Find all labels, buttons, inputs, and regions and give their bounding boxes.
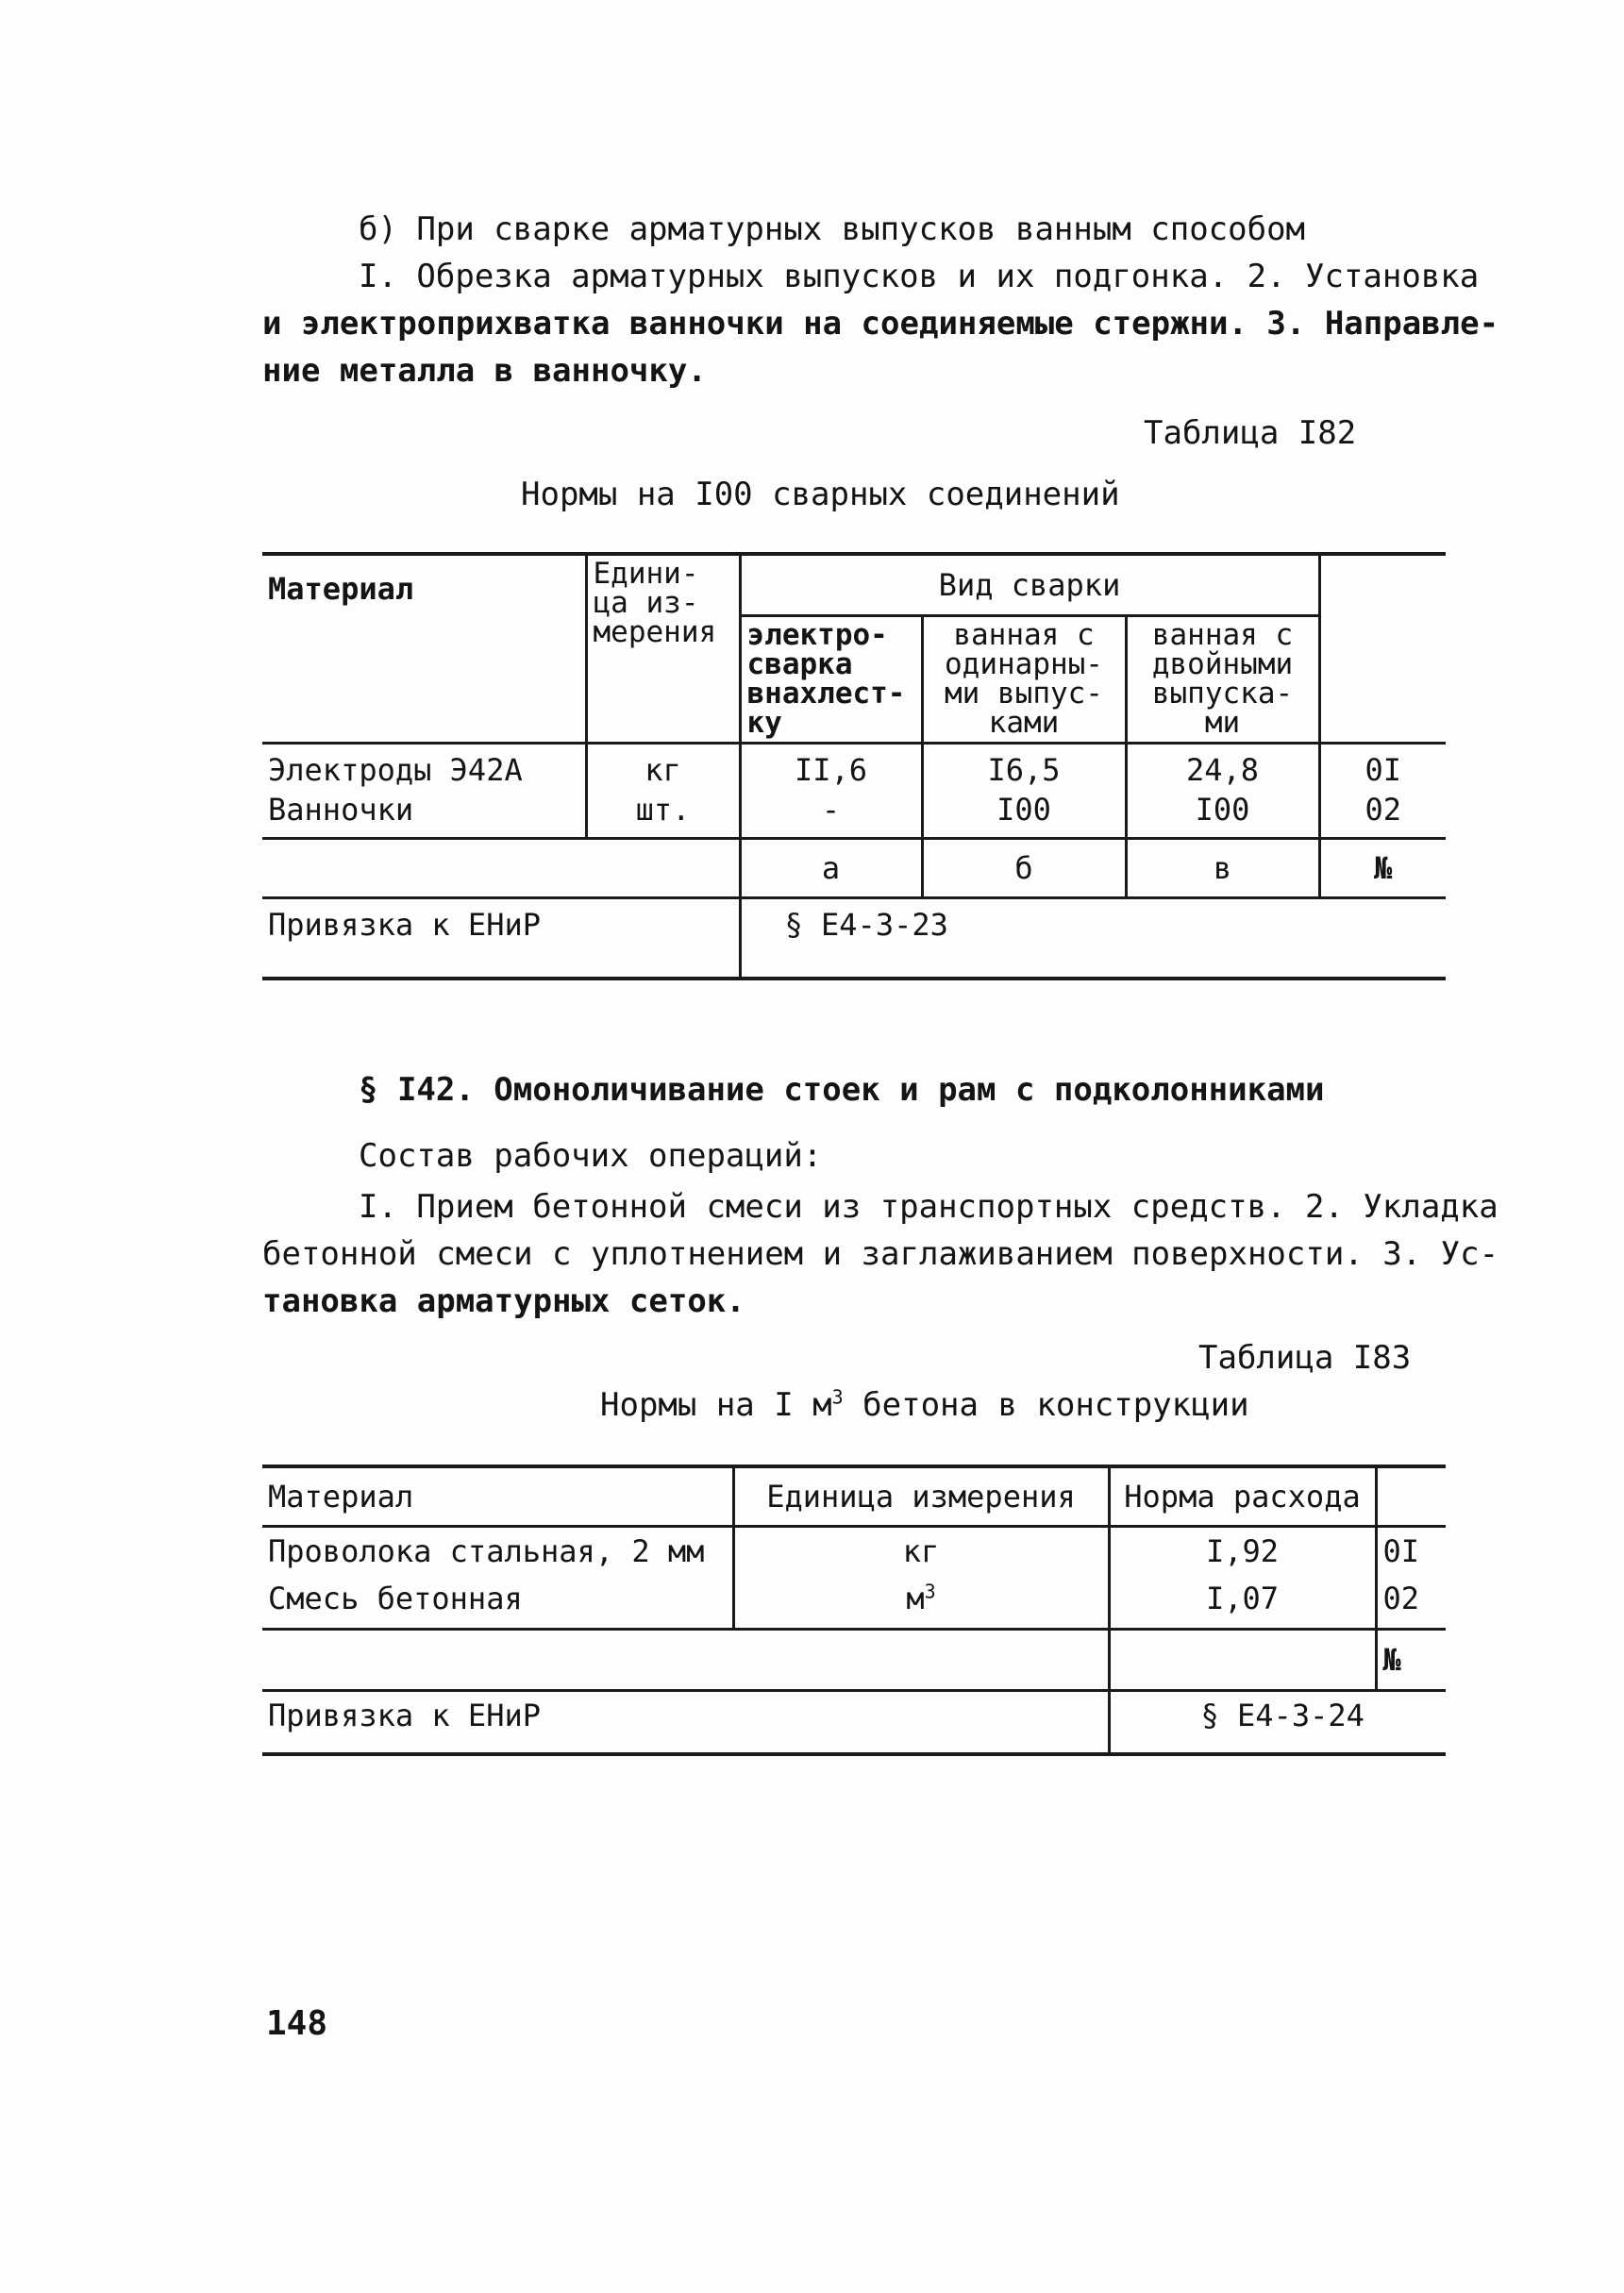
- cell-material: Проволока стальная, 2 мм: [268, 1533, 705, 1569]
- header-material: Материал: [262, 1466, 733, 1527]
- cell-unit: шт.: [586, 790, 740, 839]
- binding-row: [262, 1691, 1446, 1755]
- cell-code: 02: [1319, 790, 1446, 839]
- cell-value-a: II,6: [740, 744, 922, 791]
- cell-blank: [1109, 1630, 1376, 1691]
- table-row: [262, 1575, 1446, 1630]
- cell-material: Смесь бетонная: [262, 1575, 733, 1630]
- cell-unit: кг: [586, 744, 740, 791]
- cell-letter-c: в: [1126, 839, 1319, 898]
- cell-blank: [262, 1630, 1109, 1691]
- paragraph-line: тановка арматурных сеток.: [262, 1282, 745, 1320]
- cell-unit: $м^3$: [733, 1575, 1109, 1630]
- table-row: [262, 1527, 1446, 1576]
- binding-label: Привязка к ЕНиР: [268, 907, 541, 943]
- table-caption: Нормы на I00 сварных соединений: [521, 476, 1120, 513]
- header-unit: Едини- ца из- мерения: [586, 554, 740, 744]
- header-col-a: электро- сварка внахлест- ку: [740, 616, 922, 744]
- cell-number-sign: №: [1319, 839, 1446, 898]
- paragraph-line: и электроприхватка ванночки на соединяемые стержни. 3. Направле-: [262, 305, 1499, 343]
- cell-code: 02: [1376, 1575, 1446, 1630]
- section-title: § I42. Омоноличивание стоек и рам с подколонниками: [359, 1071, 1325, 1109]
- header-col-c: ванная с двойными выпуска- ми: [1126, 616, 1319, 744]
- binding-value: § Е4-3-23: [740, 898, 1446, 979]
- paragraph-line: I. Обрезка арматурных выпусков и их подгонка. 2. Установка: [359, 258, 1480, 295]
- header-unit: Единица измерения: [733, 1466, 1109, 1527]
- header-blank: [1319, 554, 1446, 744]
- cell-value-c: 24,8: [1126, 744, 1319, 791]
- page-number: 148: [266, 2004, 328, 2043]
- cell-norm: I,92: [1109, 1527, 1376, 1576]
- cell-value-b: I00: [922, 790, 1126, 839]
- letter-row: [262, 839, 1446, 898]
- operations-label: Состав рабочих операций:: [359, 1137, 823, 1175]
- cell-number-sign: №: [1376, 1630, 1446, 1691]
- cell-letter-b: б: [922, 839, 1126, 898]
- paragraph-line: бетонной смеси с уплотнением и заглаживанием поверхности. 3. Ус-: [262, 1235, 1499, 1273]
- number-row: [262, 1630, 1446, 1691]
- cell-blank: [262, 839, 740, 898]
- cell-material: Электроды Э42А: [268, 752, 523, 788]
- header-material: Материал: [262, 554, 586, 744]
- header-col-b: ванная с одинарны- ми выпус- ками: [922, 616, 1126, 744]
- table-caption: Нормы на I $м^3$ бетона в конструкции: [600, 1385, 1249, 1424]
- paragraph-line: I. Прием бетонной смеси из транспортных средств. 2. Укладка: [359, 1188, 1498, 1226]
- table-182: [262, 552, 1446, 980]
- cell-value-c: I00: [1126, 790, 1319, 839]
- header-row: [262, 1466, 1446, 1527]
- subsection-heading: б) При сварке арматурных выпусков ванным способом: [359, 210, 1306, 248]
- header-blank: [1376, 1466, 1446, 1527]
- cell-value-a: -: [740, 790, 922, 839]
- cell-code: 0I: [1376, 1527, 1446, 1576]
- cell-material: Ванночки: [262, 790, 586, 839]
- header-norm: Норма расхода: [1109, 1466, 1376, 1527]
- table-number: Таблица I83: [1198, 1339, 1412, 1377]
- binding-value: § Е4-3-24: [1109, 1691, 1446, 1755]
- cell-code: 0I: [1319, 744, 1446, 791]
- table-row: [262, 744, 1446, 791]
- table-number: Таблица I82: [1144, 414, 1357, 452]
- cell-letter-a: а: [740, 839, 922, 898]
- paragraph-line: ние металла в ванночку.: [262, 352, 707, 390]
- header-weld-type: Вид сварки: [740, 554, 1319, 616]
- table-183: [262, 1465, 1446, 1756]
- binding-label: Привязка к ЕНиР: [268, 1698, 541, 1733]
- cell-unit: кг: [733, 1527, 1109, 1576]
- cell-norm: I,07: [1109, 1575, 1376, 1630]
- binding-row: [262, 898, 1446, 979]
- table-row: [262, 790, 1446, 839]
- cell-value-b: I6,5: [922, 744, 1126, 791]
